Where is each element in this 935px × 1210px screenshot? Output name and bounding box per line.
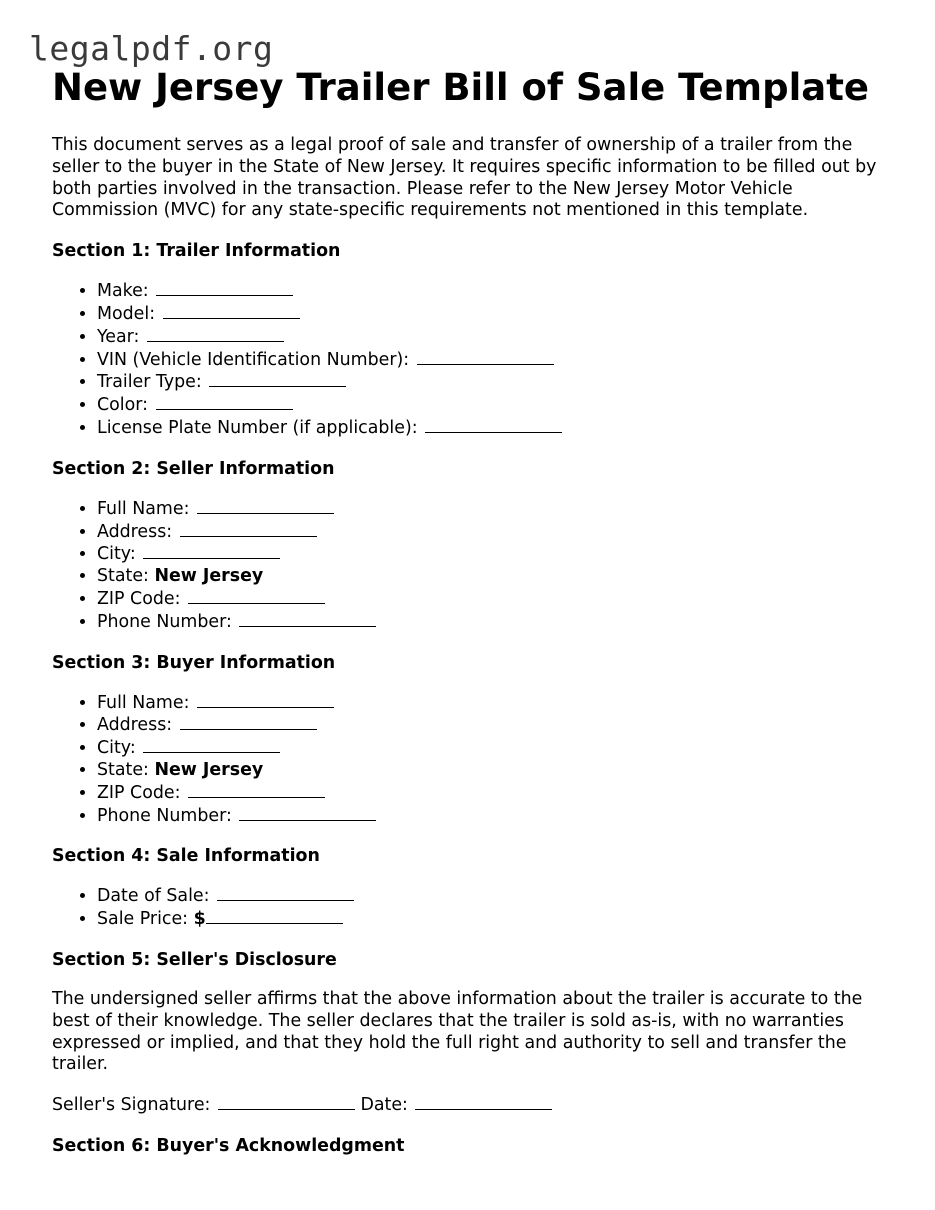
list-item-buyer-phone: • Phone Number: bbox=[97, 805, 882, 828]
section-4-heading: Section 4: Sale Information bbox=[52, 846, 320, 867]
list-item-seller-city: • City: bbox=[97, 543, 882, 566]
watermark: legalpdf.org bbox=[29, 29, 274, 68]
buyer-city-blank[interactable] bbox=[143, 737, 280, 753]
color-blank[interactable] bbox=[156, 394, 293, 410]
seller-state-value: New Jersey bbox=[154, 566, 264, 587]
list-item-license-plate: • License Plate Number (if applicable): bbox=[97, 417, 882, 440]
document-content bbox=[52, 135, 882, 1175]
seller-zip-blank[interactable] bbox=[188, 588, 325, 604]
list-item-buyer-address: • Address: bbox=[97, 714, 882, 737]
list-item-seller-zip: • ZIP Code: bbox=[97, 588, 882, 611]
trailer-info-list bbox=[52, 280, 882, 440]
seller-signature-line: Seller's Signature: Date: bbox=[52, 1094, 882, 1117]
year-blank[interactable] bbox=[147, 326, 284, 342]
list-item-model: • Model: bbox=[97, 303, 882, 326]
list-item-trailer-type: • Trailer Type: bbox=[97, 371, 882, 394]
buyer-address-blank[interactable] bbox=[180, 714, 317, 730]
section-1-heading: Section 1: Trailer Information bbox=[52, 241, 341, 262]
seller-signature-date-blank[interactable] bbox=[415, 1094, 552, 1110]
list-item-seller-phone: • Phone Number: bbox=[97, 611, 882, 634]
seller-name-blank[interactable] bbox=[197, 498, 334, 514]
seller-city-blank[interactable] bbox=[143, 543, 280, 559]
buyer-name-blank[interactable] bbox=[197, 692, 334, 708]
document-title: New Jersey Trailer Bill of Sale Template bbox=[52, 66, 870, 109]
seller-disclosure-text: The undersigned seller affirms that the above information about the trailer is accurate to the best of their knowledge. The seller declares that the trailer is sold as-is, with no warranties expressed or implied, and that they hold the full right and authority to sell and transfer the trailer. bbox=[52, 988, 863, 1075]
list-item-seller-name: • Full Name: bbox=[97, 498, 882, 521]
list-item-date-of-sale: • Date of Sale: bbox=[97, 885, 882, 908]
seller-address-blank[interactable] bbox=[180, 521, 317, 537]
currency-symbol: $ bbox=[193, 909, 206, 930]
trailer-type-blank[interactable] bbox=[209, 371, 346, 387]
list-item-buyer-state: • State: New Jersey bbox=[97, 760, 882, 782]
intro-paragraph: This document serves as a legal proof of sale and transfer of ownership of a trailer from the seller to the buyer in the State of New Jersey. It requires specific information to be filled out by both parties involved in the transaction. Please refer to the New Jersey Motor Vehicle Commission (MVC) for any state-specific requirements not mentioned in this template. bbox=[52, 135, 877, 221]
buyer-state-value: New Jersey bbox=[154, 759, 264, 780]
vin-blank[interactable] bbox=[417, 349, 554, 365]
list-item-color: • Color: bbox=[97, 394, 882, 417]
date-of-sale-blank[interactable] bbox=[217, 885, 354, 901]
buyer-info-list bbox=[52, 692, 882, 828]
list-item-vin: • VIN (Vehicle Identification Number): bbox=[97, 349, 882, 372]
section-3-heading: Section 3: Buyer Information bbox=[52, 652, 336, 673]
section-5-heading: Section 5: Seller's Disclosure bbox=[52, 949, 337, 970]
section-6-heading: Section 6: Buyer's Acknowledgment bbox=[52, 1135, 405, 1156]
sale-info-list bbox=[52, 885, 882, 931]
license-plate-blank[interactable] bbox=[425, 417, 562, 433]
list-item-year: • Year: bbox=[97, 326, 882, 349]
list-item-buyer-city: • City: bbox=[97, 737, 882, 760]
seller-info-list bbox=[52, 498, 882, 634]
list-item-buyer-zip: • ZIP Code: bbox=[97, 782, 882, 805]
list-item-sale-price: • Sale Price: $ bbox=[97, 908, 882, 931]
seller-phone-blank[interactable] bbox=[239, 611, 376, 627]
seller-signature-blank[interactable] bbox=[218, 1094, 355, 1110]
list-item-seller-address: • Address: bbox=[97, 521, 882, 544]
buyer-phone-blank[interactable] bbox=[239, 805, 376, 821]
list-item-buyer-name: • Full Name: bbox=[97, 692, 882, 715]
buyer-zip-blank[interactable] bbox=[188, 782, 325, 798]
sale-price-blank[interactable] bbox=[206, 908, 343, 924]
section-2-heading: Section 2: Seller Information bbox=[52, 458, 335, 479]
list-item-make: • Make: bbox=[97, 280, 882, 303]
list-item-seller-state: • State: New Jersey bbox=[97, 566, 882, 588]
model-blank[interactable] bbox=[163, 303, 300, 319]
make-blank[interactable] bbox=[156, 280, 293, 296]
